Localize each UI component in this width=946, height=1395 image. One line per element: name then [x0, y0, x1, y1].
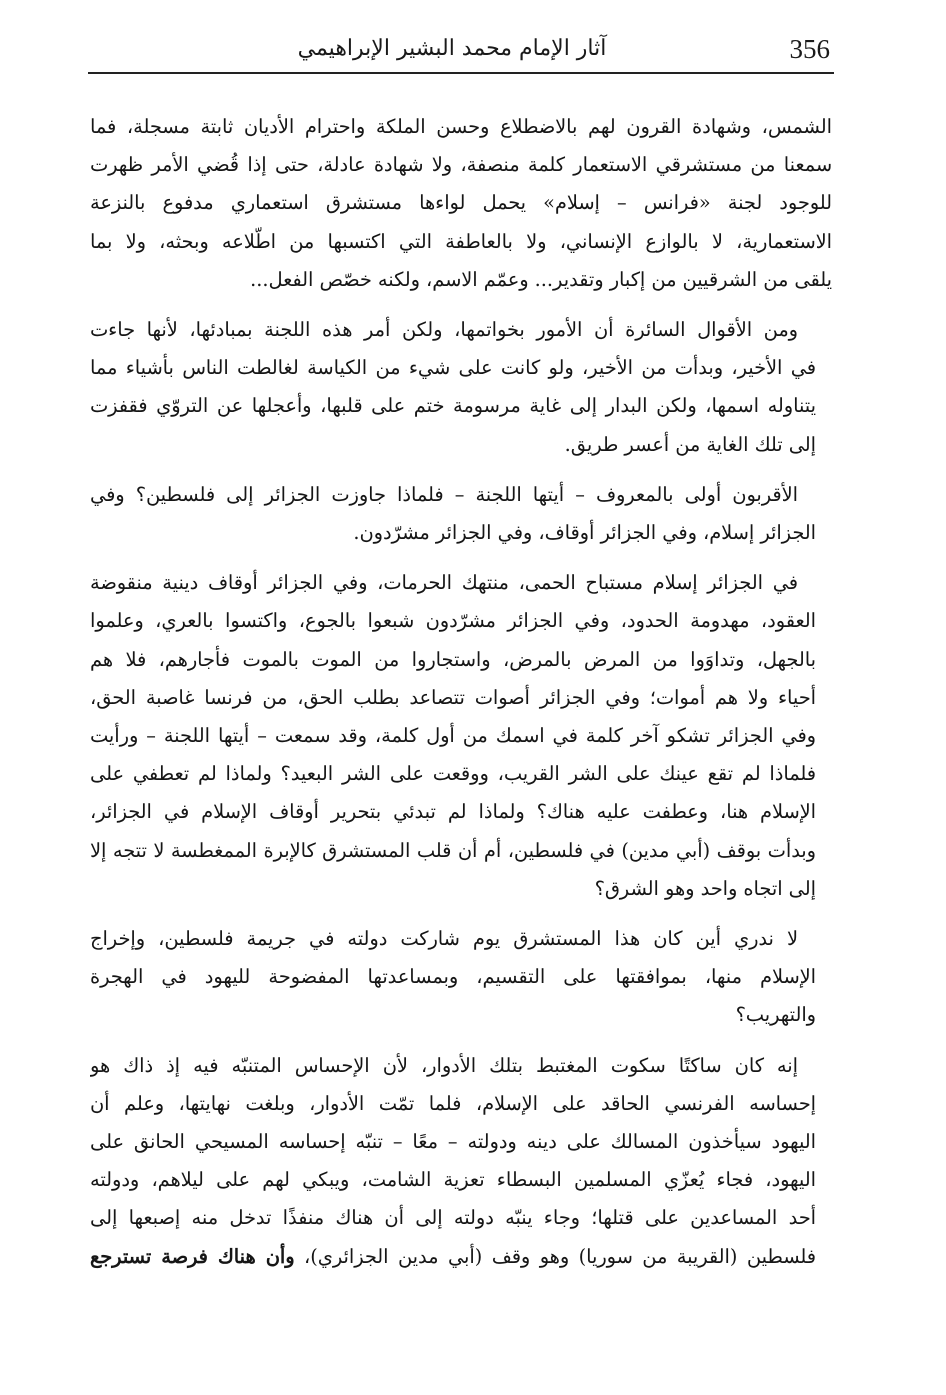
paragraph	[90, 920, 832, 1035]
text-line: العقود، مهدومة الحدود، وفي الجزائر مشرّدون شبعوا بالجوع، واكتسوا بالعري، وعلموا	[90, 609, 816, 633]
text-line: الإسلام هنا، وعطفت عليه هناك؟ ولماذا لم تبدئي بتحرير أوقاف الإسلام في الجزائر،	[90, 800, 816, 824]
text-line: إلى تلك الغاية من أعسر طريق.	[564, 432, 816, 456]
text-line: أحد المساعدين على قتلها؛ وجاء ينبّه دولته إلى أن هناك منفذًا تدخل منه إصبعها إلى	[90, 1206, 816, 1230]
text-line: الاستعمارية، لا بالوازع الإنساني، ولا بالعاطفة التي اكتسبها من اطّلاعه وبحثه، ولا بما	[90, 229, 832, 253]
text-line: اليهود، فجاء يُعزّي المسلمين البسطاء تعزية الشامت، ويبكي لهم على ليلاهم، ودولته	[90, 1168, 816, 1192]
paragraph	[90, 1047, 832, 1276]
final-line-bold: وأن هناك فرصة تسترجع	[90, 1244, 295, 1268]
page-header	[88, 28, 834, 74]
paragraph	[90, 311, 832, 464]
text-line: بالجهل، وتداوَوا من المرض بالمرض، واستجاروا من الموت بالموت فأجارهم، فلا هم	[90, 647, 816, 671]
text-line: وبدأت بوقف (أبي مدين) في فلسطين، أم أن قلب المستشرق كالإبرة الممغطسة لا تتجه إلا	[90, 838, 816, 862]
text-line: إحساسه الفرنسي الحاقد على الإسلام، فلما تمّت الأدوار، وبلغت نهايتها، وعلم أن	[90, 1091, 816, 1115]
text-line-final	[90, 1238, 832, 1276]
text-line: ومن الأقوال السائرة أن الأمور بخواتمها، ولكن أمر هذه اللجنة بمبادئها، لأنها جاءت	[90, 318, 798, 342]
text-line: يتناوله اسمها، ولكن البدار إلى غاية مرسومة ختم على قلبها، وأعجلها عن التروّي فقفزت	[90, 394, 816, 418]
text-line: للوجود لجنة «فرانس – إسلام» يحمل لواءها مستشرق استعماري مدفوع بالنزعة	[90, 191, 832, 215]
text-line: فلماذا لم تقع عينك على الشر القريب، ووقعت على الشر البعيد؟ ولماذا لم تعطفي على	[90, 762, 816, 786]
text-line: الجزائر إسلام، وفي الجزائر أوقاف، وفي الجزائر مشرّدون.	[353, 521, 816, 545]
page-number: 356	[789, 34, 830, 64]
text-line: أحياء ولا هم أموات؛ وفي الجزائر أصوات تتصاعد بطلب الحق، من فرنسا غاصبة الحق،	[90, 685, 816, 709]
text-line: اليهود سيأخذون المسالك على دينه ودولته – معًا – تنبّه إحساسه المسيحي الحانق على	[90, 1130, 816, 1154]
header-rule	[88, 72, 834, 74]
text-line: سمعنا من مستشرقي الاستعمار كلمة منصفة، ولا شهادة عادلة، حتى إذا قُضي الأمر ظهرت	[90, 153, 832, 177]
text-line: الإسلام منها، بموافقتها على التقسيم، وبمساعدتها المفضوحة لليهود في الهجرة	[90, 965, 816, 989]
text-line: يلقى من الشرقيين من إكبار وتقدير... وعمّم الاسم، ولكنه خصّص الفعل...	[250, 267, 832, 291]
text-line: إنه كان ساكتًا سكوت المغتبط بتلك الأدوار، لأن الإحساس المتنبّه فيه إذ ذاك هو	[90, 1053, 798, 1077]
body-text	[90, 108, 832, 1288]
text-line: إلى اتجاه واحد وهو الشرق؟	[594, 876, 816, 900]
text-line: في الجزائر إسلام مستباح الحمى، منتهك الحرمات، وفي الجزائر أوقاف دينية منقوضة	[90, 571, 798, 595]
text-line: الشمس، وشهادة القرون لهم بالاضطلاع وحسن الملكة واحترام الأديان ثابتة مسجلة، فما	[90, 115, 832, 138]
final-line-normal: فلسطين (القريبة من سوريا) وهو وقف (أبي مدين الجزائري)،	[294, 1244, 817, 1268]
text-line: وفي الجزائر تشكو آخر كلمة في اسمك من أول كلمة، وقد سمعت – أيتها اللجنة – ورأيت	[90, 724, 816, 748]
text-line: لا ندري أين كان هذا المستشرق يوم شاركت دولته في جريمة فلسطين، وإخراج	[90, 927, 798, 951]
paragraph	[90, 564, 832, 908]
text-line: في الأخير، وبدأت من الأخير، ولو كانت على شيء من الكياسة لغالطت الناس بأشياء مما	[90, 356, 816, 380]
text-line: والتهريب؟	[735, 1003, 816, 1027]
paragraph	[90, 108, 832, 299]
running-title: آثار الإمام محمد البشير الإبراهيمي	[297, 36, 607, 61]
paragraph	[90, 476, 832, 552]
text-line: الأقربون أولى بالمعروف – أيتها اللجنة – فلماذا جاوزت الجزائر إلى فلسطين؟ وفي	[90, 482, 798, 506]
